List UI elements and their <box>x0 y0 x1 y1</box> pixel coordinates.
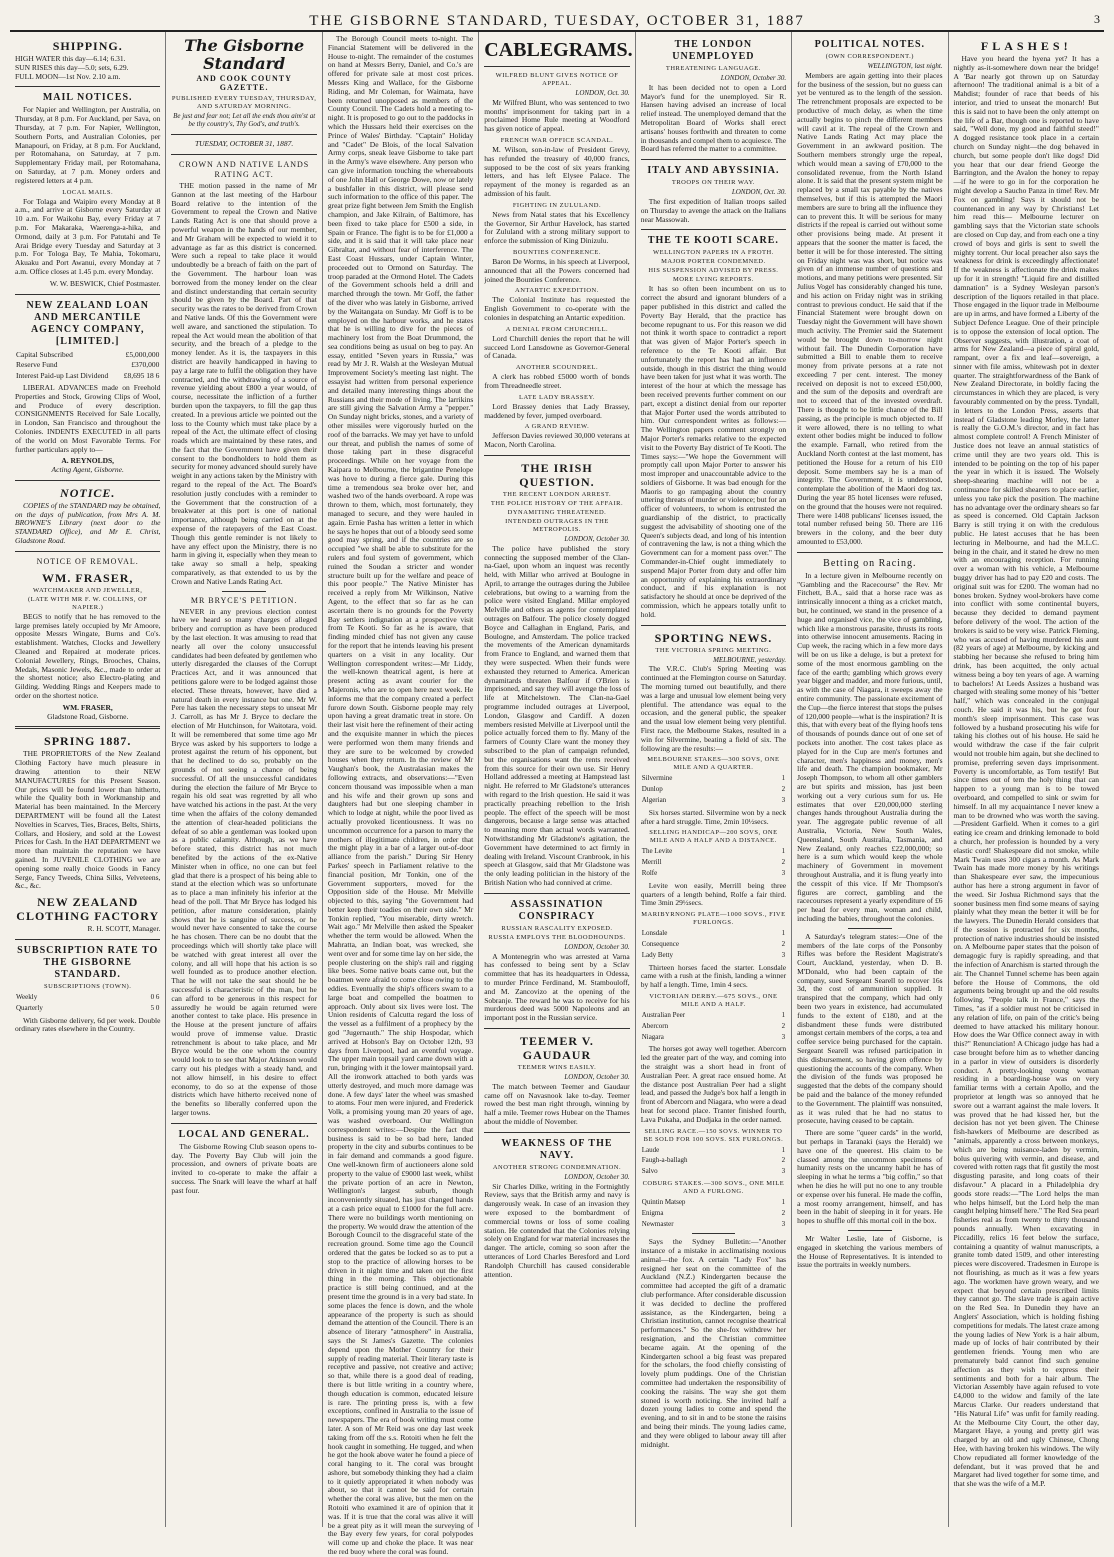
italy-date: LONDON, Oct. 30. <box>731 188 787 197</box>
fraser-sign: WM. FRASER, <box>62 702 113 712</box>
race-note: Levite won easily, Merrill being three quarters of a length behind, Rolfe a fair third. Time 3min 29½secs. <box>640 880 787 908</box>
te-kooti-subheading: HIS SUSPENSION ADVISED BY PRESS. <box>648 267 779 275</box>
column-7 <box>949 32 1104 1527</box>
motto: Be just and fear not; Let all the ends thou aim'st at be thy country's, Thy God's, and truth's. <box>173 111 316 129</box>
race-results <box>641 1197 786 1229</box>
navy-subheading: ANOTHER STRONG CONDEMNATION. <box>492 1163 622 1171</box>
race-title: MELBOURNE STAKES—300 SOVS, ONE MILE AND A QUARTER. <box>647 756 780 772</box>
unemployed-text: It has been decided not to open a Lord Mayor's fund for the unemployed. Sir R. Hansen having advised an increase of local relief instead. The unemployed demand that the Metropolitan Board of Works shall erect artisans' houses forthwith and threaten to come in thousands and compel them to acquiesce. The Board has referred the matter to a committee. <box>640 82 787 154</box>
petition-heading: MR BRYCE'S PETITION. <box>190 595 298 605</box>
te-kooti-heading: THE TE KOOTI SCARE. <box>647 235 779 247</box>
table-row: Capital Subscribed £5,000,000 <box>16 349 160 359</box>
leslie-text: Mr Walter Leslie, late of Gisborne, is engaged in sketching the various members of the House of Representatives. It is intended to issue the portraits in weekly numbers. <box>797 1234 943 1270</box>
local-news-text: The Borough Council meets to-night. The Financial Statement will be delivered in the House to-night. The remainder of the costumes on hand at Messrs Berry, Daniel, and Co.'s are offered for private sale at most cost prices. Messrs King and Wallace, for the Gisborne Riding, and Mr Coleman, for Waimata, have been returned unopposed as members of the County Council. The Cadets hold a meeting to-night. It is proposed to go out to the paddocks in which the Hussars held their exercises on the Prince of Wales' Birthday. "Captain" Holiday and "Cadet" De Blois, of the local Salvation Army corps, sneak leave Gisborne to take part in the Army's wave elsewhere. Any person who can give information touching the whereabouts of one John Hall or George Dowe, now or lately a bushfaller in this district, will please send such information to the office of this paper. The great prize fight between Jem Smith the English champion, and Jake Kilrain, of Baltimore, has been fixed to take place for £500 a side, in Spain or France. The fight is to be for £1,000 a side, and it is said that it will take place near Gibraltar, and without fear of interference. The East Coast Hussars, under Captain Winter, proceeded out to Ormond on Saturday. The troop paraded at the Ormond Hotel. The Cadets of the Government schools held a drill and marched through the town. Mr Goff, the father of the diver who was lately in Gisborne, arrived by the Waitangata on Sunday. Mr Goff is to be employed on the harbour works, and he states that he is willing to dive for the pieces of machinery lost from the Boat Drummond, the sea conditions being as usual on beg to pay. An essay, entitled "Seven years in Russia," was read by Mr J. R. Walsh at the Wesleyan Mutual Improvement Society's meeting last night. The essayist had written from personal experience and detailed many interesting things about the Russians and their mode of living. The larrikins are still giving the Salvation Army a "pepper." On Sunday night bricks, stones, and a variety of other missiles were vigorously hurled on the roof of the barracks. We may yet have to unfold our threat, and publish the names of some of those taking part in these disgraceful proceedings. While on her voyage from the Kaipara to Melbourne, the brigantine Penelope was hove to during a fierce gale. During this time a tremendous sea broke over her, and washed two of the hands overboard. A rope was thrown to them, which, most fortunately, they managed to secure, and they were hauled in again. Ernie Pasha has written a letter in which he says he hopes that out of a bloody seed some good may spring, and if the countries are so occupied "we shall be able to substitute for the rulers and foul system of government, which ruined the Soudan a stricter and wonder structure built up for the welfare and peace of this poor people." The Native Minister has received a reply from Mr Wilkinson, Native Agent, to the effect that so far as he can ascertain there is no grounds for the Poverty Bay settlers indignation at a prospective visit from Te Kooti. So far as he is aware, that finding minded chief has not given any cause for the report that he intends leaving his present quarters on a visit in any locality. Our Wellington correspondent writes:—Mr Liddy, the well-known theatrical agent, is here at present acting as avant courier for the Majeronis, who are to open here next week. He informs me that the company created a perfect furore down South. Gisborne people may rely upon having a great dramatic treat in store. On their last visit here the refinement of their acting and the exquisite manner in which the pieces were performed won them many friends and they are sure to be welcomed by crowded houses when they return. In the review of Mr Vaughan's book, the Australasian makes the following extracts, and observations:—"Even concern thousand was impossible when a man and his wife and their grown up sons and daughters had but one sleeping chamber in which to lodge at night, while the poor lived as actually provoked licentiousness. It was no uncommon occurrence for a parson to marry the mothers of illegitimate children, in order that the might play in a bar of a larger out-of-door alliance from the parish." During Sir Henry Parkes' speech in Parliament relative to the financial position, Mr Tonkin, one of the Government supporters, moved for the Opposition side of the House. Mr Melville objected to this, saying "the Government had better keep their toadies on their own side." Mr Tonkin replied, "You miserable, dirty wretch. Wait ago." Mr Melville then asked the Speaker whether the term would be allowed. When the Mahratta, an Indian boat, was wrecked, she went over and for some time lay on her side, the people clustering on the ship's rail and rigging like bees. Some native boats came out, but the boatmen were afraid to come close owing to the eddies. Eventually the ship's officers swam to a large boat and compelled the boatmen to approach. Only about six lives were lost. The Union residents of Calcutta regard the loss of the vessel as a fulfilment of a prophecy by the god "Jugernauth." The ship Hospodar, which arrived at Hobson's Bay on October 12th, 93 days from Liverpool, had an eventful voyage. The upper main topsail yard came down with a run, bringing with it the lower maintopsail yard. All the ironwork attached to both yards was utterly destroyed, and much more damage was done. A few days' later the wheel was smashed to atoms. Four men were injured, and Frederick Volk, a promising young man 20 years of age, was washed overboard. Our Wellington correspondent writes:—Despite the fact that business is said to be so bad here, landed property in the city and suburbs continues to be in fair demand and commands a good figure. One well-known firm of auctioneers alone sold property to the value of £9000 last week, whilst the private portion of an acre in Newton, Wellington's largest suburb, though inconveniently situated, has just changed hands at a cash price equal to £1000 for the full acre. There were no buildings worth mentioning on the property. We would draw the attention of the Borough Council to the disgraceful state of the recreation ground. Some time ago the Council ordered that the gates be locked so as to put a stop to the practice of allowing horses to be driven in it night time and taken out the first thing in the morning. This objectionable practice is still being continued, and at the present time the ground is in a very bad state. In some places the fence is down, and the whole appearance of the property is such as should demand the attention of the Council. There is an absence of literary "atmosphere" in Australia, says the St James's Gazette. The colonies depend upon the Mother Country for their supply of reading material. Their literary taste is receptive and passive, not creative and active; so that, while there is a good deal of reading, there is but little writing in a country where, though education is common, educated leisure is rare. The printing press is, with a few exceptions, confined in Australia to the issue of newspapers. The era of book writing must come later. A son of Mr Reid was one day last week taking from off the s.s. Rotoiti when he felt the hook caught in something. He tugged, and when he got the hook above water he found a piece of coral hanging to it. The coral was brought ashore, but somebody thinking they had a claim to it quietly appropriated it when nobody was about, so that it cannot be said for certain whether the coral was alive, but the men on the Rotoiti who examined it are of opinion that it was. If it is true that the coral was alive it will be a great pity as it will mean the surveying of the Bay every few years, for coral polypodes will come up and choke the place. It was near the red buoy where the coral was found. <box>327 34 474 1557</box>
te-kooti-subheading: MORE LYING REPORTS. <box>672 276 754 284</box>
fraser-heading: WM. FRASER, <box>42 570 134 585</box>
table-row: The Levite 1 <box>641 847 786 856</box>
cable-text: The Colonial Institute has requested the English Government to co-operate with the colonies in despatching an Antartic expedition. <box>484 295 630 322</box>
divider <box>15 939 160 940</box>
cable-text: Lord Brassey denies that Lady Brassey, maddened by fever, jumped overboard. <box>484 401 630 420</box>
italy-heading: ITALY AND ABYSSINIA. <box>647 165 780 177</box>
cablegrams-heading: CABLEGRAMS. <box>484 39 633 61</box>
notice-text: COPIES of the STANDARD may be obtained, on the days of publication, from Mrs A. M. BROWNE'S Library (next door to the STANDARD Office), and Mr E. Christ, Gladstone Road. <box>15 500 161 546</box>
editorial-text: THE motion passed in the name of Mr Gannon at the last meeting of the Harbour Board relative to the intention of the Government to repeal the Crown and Native Lands Rating Act is one that should prove a powerful weapon in the hands of our member, and Mr Graham will be expected to wield it to advantage as far as this district is concerned. Were such a repeal to take place it would undoubtedly be a breach of faith on the part of the Government. The harbour loan was borrowed from the money lender on the clear and distinct understanding that certain security should be given by the Board. Part of that security was the rates to be derived from Crown and Native lands. Of this the Government were well aware, and sanctioned the stipulation. To repeal the Act would mean the abolition of that security, and the breach of a pledge to the money lender. As it is, the taxpayers in this district are heavily handicapped in having to pay a large rate to fulfil the obligation they have contracted, and the withdrawing of a source of revenue yielding about £800 a year would, of course, necessitate the infliction of a further burden upon the taxpayers, to fill the gap thus created. In a previous article we pointed out the loss to the County which must take place by a repeal of the Act, the ultimate effect of closing roads which are maintained by these rates, and the fact that the Government have given their consent to the bondholders to hold them as security for money advanced should surely have weight in any actions taken by the Ministry with regard to the repeal of the Act. The Board's resolution justly concludes with a reminder to the Government that the construction of a breakwater at this port is one of national importance, although being carried on at the expense of the ratepayers of the East Coast. Though this gentle reminder is not likely to have any effect upon the Ministry, there is no harm in giving it, especially when they mean to take away so small a help, speaking comparatively, as that extended to us by the Crown and Native Lands Rating Act. <box>171 180 317 586</box>
navy-date: LONDON, October 30. <box>564 1172 630 1181</box>
table-row: Lady Betty 3 <box>641 950 786 959</box>
mail-notices-heading: MAIL NOTICES. <box>42 92 133 104</box>
running-head <box>10 6 1104 32</box>
nzcf-heading: NEW ZEALAND CLOTHING FACTORY <box>16 895 160 924</box>
newspaper-flag: The Gisborne Standard <box>184 36 305 73</box>
teemer-heading: TEEMER V. GAUDAUR <box>520 1033 594 1062</box>
table-row: Interest Paid-up Last Dividend £8,695 18 6 <box>16 371 160 381</box>
race-note: Six horses started. Silvermine won by a neck after a hard struggle. Time, 2min 10½secs. <box>640 807 787 826</box>
postmaster-signature: W. W. BESWICK, Chief Postmaster. <box>49 278 161 288</box>
shipping-line: SUN RISES this day—5.0; sets, 6.29. <box>15 62 129 72</box>
irish-subheading: DYNAMITING THREATENED. <box>507 508 607 516</box>
removal-heading: NOTICE OF REMOVAL. <box>36 556 139 566</box>
table-row: Algerian 3 <box>641 796 786 804</box>
mail-notices-text: For Napier and Wellington, per Australia, on Thursday, at 8 p.m. For Auckland, per Sava, on Thursday, at 7 p.m. For Napier, Wellington, Southern Ports, and Australian Colonies, per Manapouri, on Friday, at 8 p.m. For Auckland, per Rotomahana, on Saturday, at 7 p.m. Supplementary Friday mail, per Rotomahana, on Saturday, at 7 p.m. Money orders and registered letters at 4 p.m. <box>15 105 161 185</box>
table-row: Lonsdale 1 <box>641 929 786 938</box>
fraser-address: Gladstone Road, Gisborne. <box>47 711 129 721</box>
columns <box>10 32 1104 1557</box>
divider <box>15 726 160 729</box>
table-row: Faugh-a-ballagh 2 <box>641 1156 786 1165</box>
local-mails-text: For Tolaga and Waipiro every Monday at 8 a.m., and arrive at Gisborne every Saturday at 10 a.m. For Waikohu Bay, every Friday at 7 p.m. For Makaraka, Waerenga-a-hika, and Ormond, daily at 3 p.m. For Patutahi and Te Arai Bridge every Tuesday and Saturday at 3 p.m. For Tologa Bay, Te Mahia, Tokomaru, Akuaku and Port Awanui, every Monday at 7 a.m. Office closes at 1.45 p.m. every Monday. <box>15 196 161 276</box>
divider <box>484 893 629 894</box>
local-general-heading: LOCAL AND GENERAL. <box>178 1128 310 1140</box>
column-4 <box>479 32 635 1527</box>
column-2 <box>166 32 322 1527</box>
assassination-subheading-2: RUSSIA EMPLOYS THE BLOODHOUNDS. <box>488 933 626 941</box>
irish-subheading: INTENDED OUTRAGES IN THE METROPOLIS. <box>505 517 609 533</box>
fraser-subheading-2: (LATE WITH MR F. W. COLLINS, OF NAPIER.) <box>28 595 148 611</box>
agent-name: A. REYNOLDS, <box>61 456 115 466</box>
teemer-date: LONDON, October 30. <box>564 1072 630 1081</box>
cable-heading: ANTARTIC EXPEDITION. <box>515 287 599 295</box>
divider <box>797 552 942 553</box>
table-row: Newmaster 3 <box>641 1219 786 1228</box>
divider <box>484 66 629 67</box>
divider <box>171 154 316 155</box>
table-row: Consequence 2 <box>641 939 786 948</box>
cable-text: M. Wilson, son-in-law of President Grevy, has refunded the treasury of 40,000 francs, supposed to be the cost of six years franking letters, and has left Elysee Palace. The repayment of the money is regarded as an admission of his fault. <box>484 144 630 198</box>
cable-heading: ANOTHER SCOUNDREL. <box>515 364 599 372</box>
agent-title: Acting Agent, Gisborne. <box>51 465 124 475</box>
divider <box>641 625 786 626</box>
table-row: Rolfe 3 <box>641 868 786 877</box>
assassination-date: LONDON, October 30. <box>564 942 630 951</box>
queer-cards-text: There are some "queer cards" in the world, but perhaps in Taranaki (says the Herald) we have one of the queerest. His claim to be classed among the uncommon specimens of humanity rests on the uncanny habit he has of sleeping in what he terms a "big coffin," so that when he dies he will put no one to any trouble or expense over his funeral. He made the coffin, a most roomy arrangement, himself, and has been in the habit of sleeping in it for years. He hopes to shuffle off this mortal coil in the box. <box>797 1128 943 1226</box>
cable-heading: WILFRED BLUNT GIVES NOTICE OF APPEAL. <box>495 72 619 87</box>
divider <box>222 591 266 592</box>
table-row: Silvermine 1 <box>641 774 786 783</box>
divider <box>171 134 316 135</box>
issue-date: TUESDAY, OCTOBER 31, 1887. <box>194 139 294 149</box>
race-results <box>641 1010 786 1042</box>
table-row: Quintin Matsep 1 <box>641 1197 786 1206</box>
page-number: 3 <box>1094 12 1100 26</box>
betting-text: In a lecture given in Melbourne recently on "Gambling and the Racecourse" the Rev. Mr Fitchett, B.A., said that a horse race was as intrinsically innocent a thing as a cricket match, but, he continued, we stand in the presence of a huge and organised vice, the vice of gambling, which like a monstrous parasite, thrusts its roots into otherwise innocent amusements. Racing in Cup week, the racing which in a few more days will be on us like a deluge, is but a pretext for some of the most enormous gambling on the face of the earth; gambling which grows every year bigger and madder, and more furious, until, as with the case of Niagara, it sweeps away the entire community. The passionate excitement of the Cup—the fierce interest that stops the pulses of 120,000 people—what is the inspiration? It is this, that with every beat of the flying hoofs tens of thousands of pounds dance out of one set of pockets into another. The cost takes place as played for in the Cup are men's fortunes and character, men's happiness and money, men's life and death. The champion bookmaker, Mr Joseph Thompson, to whom all other gamblers are but spirits and mission, has just been working out a very curious sum for us. He estimates that over £20,000,000 sterling changes hands throughout Australia during the year. The aggregate public revenue of all Australia, Victoria, New South Wales, Queensland, South Australia, Tasmania, and New Zealand, only reaches £22,000,000; so here is a sum which would keep the whole machinery of Government in movement throughout Australia, and it is flung yearly into the cesspit of this vice. If Mr Thompson's figures are correct, gambling and the racecourses represent a yearly expenditure of £6 per head for every man, woman and child, including the babies, throughout the colonies. <box>797 570 943 923</box>
divider <box>171 1123 316 1124</box>
navy-text: Sir Charles Dilke, writing in the Fortnightly Review, says that the British army and navy is dangerously weak. In case of an invasion they were exposed to the bombardment of commercial towns or loss of some coaling station. He contended that the Colonies relying solely on England for war material increases the danger. The article, coming so soon after the utterances of Lord Charles Beresford and Lord Randolph Churchill has caused considerable attention. <box>484 1181 630 1279</box>
navy-heading: WEAKNESS OF THE NAVY. <box>501 1137 613 1161</box>
table-row: Salvo 3 <box>641 1167 786 1176</box>
column-3 <box>323 32 479 1557</box>
table-row: Niagara 3 <box>641 1032 786 1041</box>
table-row: Enigma 2 <box>641 1208 786 1217</box>
cable-text: A clerk has robbed £5000 worth of bonds from Threadneedle street. <box>484 372 630 390</box>
cable-heading: FRENCH WAR OFFICE SCANDAL. <box>500 136 614 144</box>
divider <box>484 1028 629 1029</box>
column-1 <box>10 32 166 1527</box>
political-date: WELLINGTON, last night. <box>867 62 943 70</box>
fraser-text: BEGS to notify that he has removed to the large premises lately occupied by Mr Amoore, opposite Messrs Wingate, Burns and Co's. establishment. Watches, Clocks and Jewellery Cleaned and Repaired at moderate prices. Colonial Jewellery, Rings, Brooches, Chains, Medals, Masonic Jewels, &c., made to order at the shortest notice; also Electro-plating and Gilding. Wedding Rings and Keepers made to order on the shortest notice. <box>15 611 161 701</box>
political-text: Members are again getting into their places for the business of the session, but no guess can yet be ventured as to the length of the session. The retrenchment proposals are expected to be productive of much delay, as when the time actually begins to pinch the different members will cavil at it. The repeal of the Crown and Native Lands Rating Act may place the Government in an awkward position. The Southern members strongly urge the repeal, which would mean a saving of £70,000 to the consolidated revenue, from the North Island alone. It is said that the present system might be replaced by a small tax payable by the natives themselves, but if this is attempted the Maori members are sure to bring all the influence they can to prevent this. It will be serious for many districts if the repeal is carried out without some other provisions being made. At present it appears that the sooner the matter is faced, the better it will be for those interested. The sitting on Friday night was was short, but notice was given of an immense number of questions and motions, and many petitions were presented. Sir Julius Vogel has considerably changed his tune, and his action on Friday night was in striking contrast to previous conduct. He said that if the Financial Statement were brought down on Tuesday night the Government will have shown much activity. The Premier said the Statement would be brought down to-morrow night without fail. The Dunedin Corporation have submitted a Bill to enable them to receive money from private persons at a rate not exceeding 7 per cent. interest. The money received on deposit is not to exceed £50,000, and the sum of the deposits and overdraft are not to exceed that of the invested overdraft. There is thought to be little chance of the Bill passing, as the principle is much objected to. If it were allowed, there is no telling to what extent other bodies might be induced to follow the example. Farnall, who retired from the Auckland North contest at the last moment, has petitioned the House for a return of his £10 deposit. Some members say he is a man of integrity. The Government, it is understood, contemplate the abolition of the Maori dog tax. During the year 85 hotel licenses were refused, on the ground that the houses were not required. There were 1408 publicans' licenses issued, the total number refused being 50. There are 116 brewers in the colony, and the beer duty amounted to £53,000. <box>797 70 943 547</box>
table-row: Australian Peer 1 <box>641 1010 786 1019</box>
race-results <box>641 1145 786 1177</box>
sporting-text: The V.R.C. Club's Spring Meeting was continued at the Flemington course on Saturday. The morning turned out beautifully, and there was a large and unusual low element being very plentiful. The attendance was equal to the occasion, and the general public, the speaker and the usual low element being very plentiful. First race, the Melbourne Stakes, resulted in a win for Silvermine, beating a field of six. The following are the results:— <box>640 664 787 753</box>
cable-heading: BOUNTIES CONFERENCE. <box>512 248 601 256</box>
irish-date: LONDON, October 30. <box>564 534 630 543</box>
race-title: MARIBYRNONG PLATE—1000 SOVS., FIVE FURLONGS. <box>641 911 786 927</box>
divider <box>848 1230 892 1231</box>
assassination-subheading: RUSSIAN RASCALITY EXPOSED. <box>501 924 613 932</box>
table-row: Weekly 0 6 <box>16 992 160 1001</box>
table-row: Abercorn 2 <box>641 1021 786 1030</box>
shipping-heading: SHIPPING. <box>52 39 123 53</box>
cable-text: Baron De Worms, in his speech at Liverpool, announced that all the Powers concerned had joined the Bounties Conference. <box>484 256 630 284</box>
column-6 <box>792 32 948 1527</box>
table-row: Reserve Fund £370,000 <box>16 360 160 370</box>
divider <box>15 86 160 87</box>
race-title: SELLING HANDICAP—200 SOVS, ONE MILE AND A HALF AND A DISTANCE. <box>649 829 778 845</box>
race-title: SELLING RACE.—150 SOVS. WINNER TO BE SOLD FOR 100 SOVS. SIX FURLONGS. <box>643 1127 784 1143</box>
table-row: Merrill 2 <box>641 858 786 867</box>
nzlm-finance-table <box>15 350 160 382</box>
race-note: The horses got away well together. Abercorn led the greater part of the way, and coming into the straight was a short head in front of Australian Peer. A great race ensued home. At the distance post Australian Peer had a slight lead, and passed the Judge's box half a length in front of Abercorn and Niagara, who were a dead heat for second place. Tranter finished fourth, Lava Pukaha, and Dudjaka in the order named. <box>640 1044 787 1124</box>
irish-heading: THE IRISH QUESTION. <box>519 460 595 489</box>
irish-subheading: THE RECENT LONDON ARREST. <box>502 490 612 498</box>
race-title: VICTORIAN DERBY.—675 SOVS., ONE MILE AND A HALF. <box>649 992 778 1008</box>
local-mails-heading: LOCAL MAILS. <box>62 188 114 196</box>
te-kooti-subheading: MAJOR PORTER CONDEMNED. <box>661 258 766 266</box>
assassination-text: A Montenegrin who was arrested at Varna has confessed to being sent by a Sclav committee that has its headquarters in Odessa, to murder Prince Ferdinand, M. Stambouloff, and M. Zancovizo at the opening of the Sobranje. The reward he was to receive for his murderous deed was 5000 Napoleons and an important post in the Russian service. <box>484 951 630 1023</box>
petition-text: NEVER in any previous election contest have we heard so many charges of alleged bribery and corruption as have been produced by the last election. It was amusing to read that nearly all over the colony unsuccessful candidates had been defeated by gentlemen who utterly disregarded the clauses of the Corrupt Practices Act, and it was announced that petitions galore were to be lodged against those elected. These threats, however, have died a natural death in every instance but one. Mr W. Pere has taken the necessary steps to unseat Mr J. Carroll, as has Mr J. Bryce to declare the election of Mr Hutchinson, for Waitotara, void. It will be remembered that some time ago Mr Bryce was asked by his supporters to lodge a protest against the return of his opponent, but that he declined to do so, probably on the grounds of not seeing a chance of being successful. Of all the unsuccessful candidates during the election the failure of Mr Bryce to regain his old seat was regretted by all who have watched his actions in the past. At the very time when the affairs of the colony demanded the attention of clear-headed politicians the defeat of so able a gentleman was looked upon as a public calamity. Although, as we have before stated, this district has not much benefited by the actions of the ex-Native Minister when in office, no one can but feel glad that there is a prospect of his being able to stand at the election which was so unfortunate as to place a man infinitely his inferior at the head of the poll. That Mr Bryce has lodged his petition, after mature consideration, plainly shows that he is sanguine of success, or he would never have consented to take the course he has chosen. There can be no doubt that the proceedings which will shortly take place will be watched with great interest all over the colony, and all will hope that his action is so well founded as to produce another election. That he will not take the seat should he be successful is characteristic of the man, but he can afford to be generous in this respect for assuredly he would be again returned were another contest to take place. His presence in the House at the present juncture of affairs would prove of immense value. Drastic retrenchment is about to take place, and Mr Bryce would be the one whom the country would look to to see that Major Atkinson would carry out his pledges with a steady hand, and not allow himself, in his desire to effect economy, to do so at the expense of those districts which have hitherto received none of the benefits so liberally conferred upon the larger towns. <box>171 606 317 1118</box>
cable-text: Lord Churchill denies the report that he will succeed Lord Lansdowne as Governor-General of Canada. <box>484 333 630 361</box>
fraser-subheading: WATCHMAKER AND JEWELLER, <box>33 586 143 594</box>
table-row: Quarterly 5 0 <box>16 1003 160 1012</box>
cable-text: Jefferson Davies reviewed 30,000 veterans at Macon, North Carolina. <box>484 431 630 450</box>
assassination-heading: ASSASSINATION CONSPIRACY <box>510 898 604 922</box>
unemployed-heading: THE LONDON UNEMPLOYED <box>672 39 755 62</box>
divider <box>641 229 786 230</box>
notice-heading: NOTICE. <box>60 485 116 500</box>
cable-heading: LATE LADY BRASSEY. <box>518 393 595 401</box>
flashes-heading: FLASHES! <box>980 39 1072 53</box>
nzcf-manager: R. H. SCOTT, Manager. <box>87 924 161 934</box>
table-row: Dunlop 2 <box>641 785 786 794</box>
divider <box>484 1132 629 1133</box>
political-subheading: (OWN CORRESPONDENT.) <box>825 53 914 60</box>
unemployed-date: LONDON, October 30. <box>720 74 787 82</box>
subscription-rates <box>15 992 160 1014</box>
te-kooti-text: It has so often been incumbent on us to correct the absurd and ignorant blunders of a paper published in this district and called the Poverty Bay Herald, that the practice has become repugnant to us. For this reason we did not think it worth space to contradict a report that was given of Major Porter's speech in reference to the Te Kooti affair. But unfortunately the report has had an influence outside, though in this district the thing would have been taken for just what it was worth. The interest of the hour at which the message has been received prevents further comment on our part, except a distinct denial from our reporter that Major Porter used the words attributed to him. Our correspondent writes as follows:— The Wellington papers comment strongly on Major Porter's remarks relative to the expected visit to the Poverty Bay district of Te Kooti. The Times says:—"We hope the Government will promptly call upon Major Porter to answer his most improper and unaccountable advice to the soldiers of Gisborne. It was bad enough for the Maoris to go rampaging about the country uttering threats of murder or violence; but for an officer of volunteers, to whom is entrusted the guardianship of the district, to practically suggest the advisability of shooting one of the Queen's subjects dead, and long of his intention of contravening the law, is not a thing which the Government can for a moment pass over." The Commander-in-Chief ought immediately to suspend Major Porter from duty and offer him an opportunity of explaining his extraordinary conduct, and if his explanation is not satisfactory he should at once be deprived of the commission, which he appears totally unfit to hold. <box>640 284 787 619</box>
running-head-title: THE GISBORNE STANDARD, TUESDAY, OCTOBER 31, 1887 <box>309 13 805 29</box>
teemer-text: The match between Teemer and Gaudaur came off on Navasnook lake to-day. Teemer rowed the best man right through, winning by half a mile. Teemer rows Hubear on the Thames about the middle of November. <box>484 1081 630 1126</box>
irish-subheading: THE POLICE HISTORY OF THE AFFAIR. <box>490 499 624 507</box>
unemployed-subheading: THREATENING LANGUAGE. <box>665 65 761 72</box>
divider <box>484 455 629 456</box>
divider <box>848 928 892 929</box>
cable-text: Mr Wilfred Blunt, who was sentenced to two months' imprisonment for taking part in a proclaimed Home Rule meeting at Woodford has given notice of appeal. <box>484 97 630 134</box>
spring-text: THE PROPRIETORS of the New Zealand Clothing Factory have much pleasure in drawing attention to their NEW MANUFACTURES for this Present Season. Our prices will be found lower than hitherto, while the Quality both in Workmanship and Material has been maintained. In the Mercery DEPARTMENT will be found all the Latest Novelties in Scarves, Ties, Braces, Belts, Shirts, Collars, and Hosiery, and sold at the Lowest Prices for Cash. In the HAT DEPARTMENT we more than maintain the reputation we have gained. In JUVENILE CLOTHING we are opening some really choice Goods in Fancy Serge, Fancy Tweeds, China Silks, Velveteens, &c., &c. <box>15 749 161 891</box>
political-heading: POLITICAL NOTES. <box>814 39 926 50</box>
cable-heading: A GRAND REVIEW. <box>524 423 590 431</box>
race-results <box>641 928 786 960</box>
nzlm-text: LIBERAL ADVANCES made on Freehold Properties and Stock, Growing Clips of Wool, and Produce of every description. CONSIGNMENTS Received for Sale Locally, in London, San Francisco and throughout the Colonies. INDENTS EXECUTED in all parts of the world on Most Favorable Terms. For further particulars apply to— <box>15 382 161 454</box>
sporting-subheading: THE VICTORIA SPRING MEETING. <box>655 646 772 654</box>
table-row: Laude 1 <box>641 1145 786 1154</box>
editorial-heading: CROWN AND NATIVE LANDS RATING ACT. <box>179 159 310 179</box>
sporting-heading: SPORTING NEWS. <box>654 630 773 645</box>
italy-subheading: TROOPS ON THEIR WAY. <box>671 179 755 187</box>
race-title: COBURG STAKES.—300 SOVS., ONE MILE AND A FURLONG. <box>642 1179 785 1195</box>
irish-text: The police have published the story connecting the supposed member of the Clan-na-Gael, upon whom an inquest was recently held, with Millar who arrived at Boulogne in April, to arrange the outrages during the Jubilee celebrations, but owing to a warning from the police were visited England. Millar employed Melville and others as agents for contemplated outrages on Balfour. The police closely dogged Boyce and Callaghan in England, Paris, and Boulogne, and Amsterdam. The police tracked the movements of the American dynamitards from France to England, and warned them that they were suspected. When their funds were exhausted they returned to America. American dynamitards threaten Balfour if O'Brien is imprisoned, and say they will avenge the loss of life at Mitchelstown. The Clan-na-Gael programme included outrages at Liverpool, London, Glasgow and Cardiff. A dozen members resisted Melville at Liverpool until the police actually forced them to fly. Many of the farmers of County Clare want the money they subscribed to the plan of campaign refunded, but the organisations want the rents received from this source for their own use. Sir Henry Holland addressed a meeting at Hampstead last night. He referred to Mr Gladstone's utterances with regard to the Irish question. He said it was practically preaching rebellion to the Irish people. The effect of the speech will be most dangerous, because a large sense was attached to meaning more than actual words warranted. Notwithstanding Mr Gladstone's agitation, the Government have determined to act firmly in dealing with Ireland. Viscount Cranbrook, in his speech at Glasgow, said that Mr Gladstone was the only leading politician in the history of the British Nation who had connived at crime. <box>484 543 630 887</box>
flag-subtitle: AND COOK COUNTY GAZETTE. <box>196 74 292 92</box>
nzlm-heading: NEW ZEALAND LOAN AND MERCANTILE AGENCY COMPANY, [LIMITED.] <box>26 299 149 347</box>
race-note: Thirteen horses faced the starter. Lonsdale came with a rush at the finish, landing a winner by half a length. Time, 1min 4 secs. <box>640 962 787 990</box>
subscription-note: With Gisborne delivery, 6d per week. Double ordinary rates elsewhere in the Country. <box>15 1015 161 1034</box>
cable-text: News from Natal states that his Excellency the Governor, Sir Arthur Havelock, has started for Zululand with a strong military support to enforce the submission of King Dinizulu. <box>484 209 630 246</box>
subscription-town: SUBSCRIPTIONS (TOWN). <box>44 982 132 990</box>
divider <box>692 1233 736 1234</box>
cable-date: LONDON, Oct. 30. <box>575 89 630 97</box>
cable-heading: A DENIAL FROM CHURCHILL. <box>505 325 609 333</box>
betting-heading: Betting on Racing. <box>823 557 917 569</box>
race-results <box>641 846 786 878</box>
local-general-text: The Gisborne Rowing Club season opens to-day. The Poverty Bay Club will join the procession, and owners of private boats are invited to co-operate to make the affair a success. The Snark will leave the wharf at half past four. <box>171 1141 317 1195</box>
divider <box>15 480 160 481</box>
divider <box>15 551 160 552</box>
divider <box>641 159 786 160</box>
publication-days: PUBLISHED EVERY TUESDAY, THURSDAY, AND SATURDAY MORNING. <box>171 94 317 110</box>
bulletin-text: Says the Sydney Bulletin:—"Another instance of a mistake in acclimatising noxious animal—the fox. A certain "Lady Fox" has resigned her seat on the committee of the Auckland (N.Z.) Kindergarten because the committee had accepted the gift of a dramatic club performance. After considerable discussion it was decided to decline the proffered assistance, as the Kindergarten, being a Christian institution, cannot recognise theatrical performances." So the she-fox withdrew her resignation, and the Christian committee became again. At the opening of the Kindergarten school a big feast was prepared for the scholars, the food chiefly consisting of lovely plum puddings. One of the Christian committee had undertaken the responsibility of cooking the raisins. The way she got them stoned is worth noticing. She invited half a dozen young ladies to come and spend the evening, and to sit in and to be stone the raisins and being their minds. The young ladies came, and they were obliged to labour away till after midnight. <box>640 1237 787 1449</box>
teemer-subheading: TEEMER WINS EASILY. <box>517 1063 597 1071</box>
divider <box>15 294 160 295</box>
spring-heading: SPRING 1887. <box>44 734 132 749</box>
flashes-text: Have you heard the hyena yet? It has a nightly as-it-somewhere down near the bridge! A 'Bar nearly got thrown up on Saturday afternoon! The traditional animal is a bit of a Mahdist; founder of race that beeds of his interior, and tried to unseat the monarch! But this is said not to have been the only attempt on the life of a Bar, though one is reported to have said, "Well done, my good and faithful steed!" A dogged resistance took place in a certain church on Sunday night—the dog behaved in church, but some people don't like dogs! Did you hear that our dear friend George the Barrington, and the Avalon the honey to repay—if he were to go in for the corporation he might develop a Saucho Panza in time! Rev. Mr Fox on gambling! Says it should not be countenanced in any way by Christians! Let him read this— Melbourne lecturer on gambling says that the Victorian state schools are closed on Cup day, and from each one a tiny crowd of boys and girls is sent to swell the mighty torrent. Our local preacher also says the weakness for drink is exceedingly affectionate! If the weakness is affectionate the drink makes up for it in strength! "Liquid fire and distilled damnation" is a Sydney Wesleyan parson's description of the liquors retailed in that place. Those engaged in the liquor trade in Melbourne are up in arms, and have formed a Liberty of the Subject Defence League. One of their principle is to oppose the extension of local option. The Observer suggests, with illustration, a coat of arms for New Zealand—a piece of spiral gold, rampant, over a fix and leaf—sovereign, a sinner with file amiss, whitewash pot in dexter quarter. The straightforwardness of the Bank of New Zealand Directorate, in boldly facing the circumstances in which they are placed, is very favourably commented on by the press. Tyndall, in letters to the London Press, asserts that instead of Gladstone leading Morley, the latter is really the G.O.M.'s director, and in fact has almost complete control! A French Minister of Justice does not leave an annual statistics of crime until they are two years old. This is intended to be pointing on the top of his paper the year in which it is issued. The Wolsely sheep-shearing machine will not be a continuance for skilled shearers to place earlier, unless you take pick the position. The machine has no advantage over the ordinary shears so far as speed is concerned. Old Captain Jackson Barry is still trying it on with the credulous public. He latest accuses that he has been lecturing in Melbourne, and had the M.L.C. being in the chair, and it stated he drew no men with an encouraging reception. For running over a woman with his vehicle, a Melbourne buggy driver has had to pay £20 and costs. The original suit was for £200. The woman had no bones broken. Sydney wool-brokers have come into conflict with some continental buyers, because they decided to demand payment before delivery of the wool. The action of the brokers is said to be very wise. Patrick Fleming, who was accused of having murdered his aunt (82 years of age) at Melbourne, by kicking and stabbing her because she refused to bring him drink, has been acquitted, the only actual witness being a boy ten years of age. A warning to bachelors! At Leeds Assizes a husband was charged with stealing some money of his "better half," which was concealed in the conjugal couch. He said it was his, but he got four month's sleep imprisonment. This case was followed by a husband prosecuting his wife for taking his clothes out of his house. He said he would withdraw the case if the fair culprit would not trouble him again, but she declined to promise, preferring seven days imprisonment. Poverty is uncomfortable, as Tom testify! But since times out of tem the holy thing that can happen to a young man is to be towed overboard, and compelled to sink or swim for himself. In all my acquaintance I never knew a man to be drowned who was worth the saving.—President Garfield. When it comes to a girl eating ice cream and drinking lemonade to bold a church, her profession is hounded by a very elastic cord! Shakespeare did not smoke, while Mark Twain uses 300 cigars a month. As Mark Twain has made more money by his writings than Shakespeare ever saw, the impecunious author has here a strong argument in favor of the weed. Sir Joshua Richmond says that the sooner business men find some means of saying plainly what they mean the better it will be for the lawyers. The Dunedin Herald considers that if the session is protracted for six months, protection of native industries should be insisted on. A Melbourne paper states that the poison of demagogic fury is rapidly spreading, and that the infection of Anarchism is started through the air. The Channel Tunnel scheme has been again before the House of Commons, the old arguments being brought up and the old results following. "People talk in France," says the Times, "as if a soldier must not be criticised in any relation of life, on pain of the critic's being deemed to have attacked his military honour. How does the War Office connect away in with this?" Renunciation! A Chicago judge has had a case brought before him as to whether dancing in a parlor in view of outsiders is disorderly conduct. A pretty-looking young woman residing in a boarding-house was on very familiar terms with a certain Apollo, and the proprietor at length was so annoyed that he swore out a warrant against the male lovers. It was proved that he had kissed her, but the decision has not yet been given. The Chinese fish-hawkers of Melbourne are described as "animals, apparently a cross between monkeys, which are being nuisance-laden by vermin, bolus quivering with vermin, and disease, and covered with rotten rags that fit gustily the most disgusting parasite, and long coats of their disfavour." A placard in a Philadelphia dry goods store reads:—"The Lord helps the man who helps himself, but the Lord help the man caught helping himself here." The Red Sea pearl fisheries real as from twenty to thirty thousand pounds annually. When excavating in Piccadilly, relics 16 feet below the surface, containing a quantity of walnut manuscripts, a granite tomb dated 1509, and other interesting pieces were discovered. Tradesmen in Europe is not flourishing, as much as it was a few years ago. The workmen have grown weary, and we expect that beyond certain prescribed limits they cannot go. The slave trade is again active on the Red Sea. In Dunedin they have an Anglers' Association, which is holding fishing competitions for medals. The latest craze among the young ladies of New York is a hair album, made up of locks of hair contributed by their gentlemen friends. Young men who are prematurely bald cannot find such genuine affection as they wish to express their sentiments and both for a hair album. The Victorian Assembly have again refused to vote £4,000 to the widow and family of the late Marcus Clarke. Our readers understand that "His Natural Life" was unfit for family reading. At the Melbourne City Court, the other day, Margaret Haye, a young and pretty girl was charged by an old and ugly Chinese, Chong Hee, with having broken his windows. The wily Chow repudiated all former knowledge of the defendant, but it was proved that he and Margaret had lived together for some time, and that she was the wife of a M.P. <box>953 54 1099 1489</box>
column-5 <box>636 32 792 1527</box>
shipping-line: FULL MOON—1st Nov. 2.10 a.m. <box>15 71 121 81</box>
subscription-heading: SUBSCRIPTION RATE TO THE GISBORNE STANDARD. <box>17 944 159 980</box>
telegram-text: A Saturday's telegram states:—One of the members of the late corps of the Ponsonby Rifles was before the Resident Magistrate's Court, Auckland, yesterday, when D. B. M'Donald, who had been captain of the company, sued Sergeant Searell to recover 16s 3d, the cost of ammunition supplied. It transpired that the company, which had only been two years in existence, had accumulated funds to the extent of £180, and at the disbandment these funds were distributed amongst certain members of the corps, a tea and coffee service being purchased for the captain. Sergeant Searell was refused participation in this disbursement, so having given offence by questioning the accounts of the company. When the division of the funds was proposed he suggested that the debts of the company should be paid and the balance of the money refunded to the Government. The plaintiff was nonsuited, as it was ruled that he had no status to prosecute, having ceased to be captain. <box>797 931 943 1126</box>
cable-heading: FIGHTING IN ZULULAND. <box>512 201 602 209</box>
race-results <box>641 773 786 805</box>
te-kooti-subheading: WELLINGTON PAPERS IN A FROTH. <box>652 249 774 257</box>
sporting-date: MELBOURNE, yesterday. <box>713 655 787 664</box>
shipping-line: HIGH WATER this day—6.14; 6.31. <box>15 54 126 63</box>
italy-text: The first expedition of Italian troops sailed on Thursday to avenge the attack on the Italians near Massowah. <box>640 196 787 224</box>
